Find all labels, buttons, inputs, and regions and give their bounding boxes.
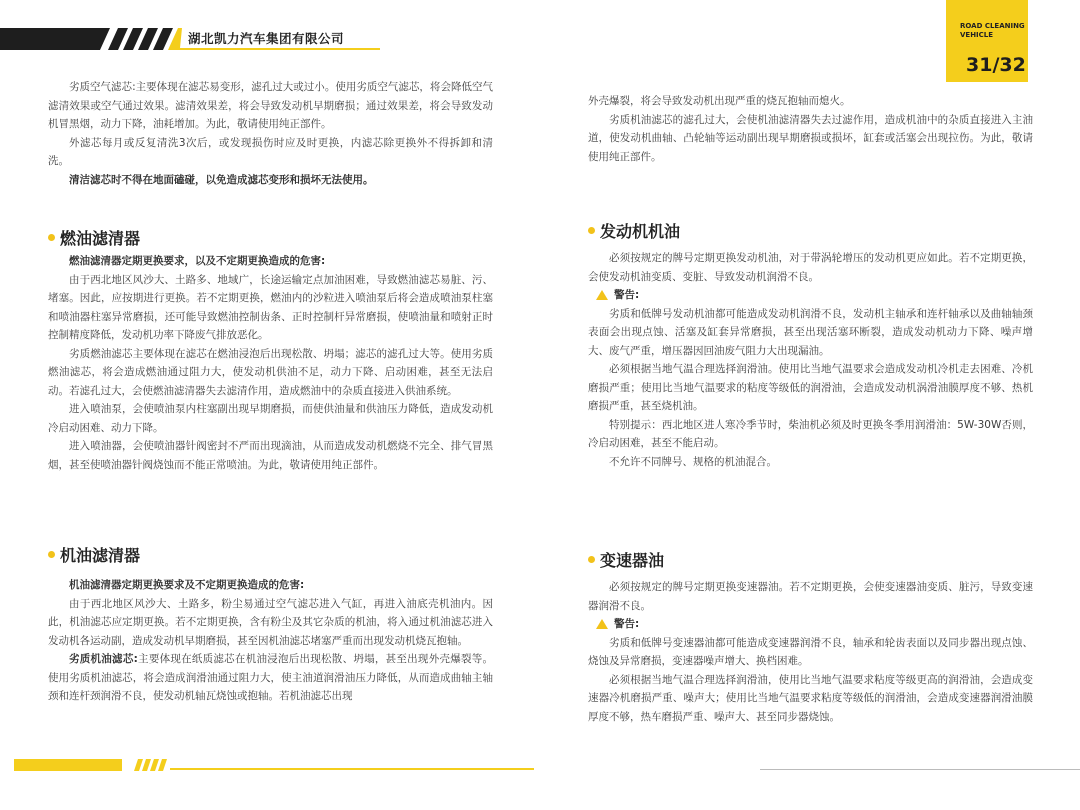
cleaning-note: 清洁滤芯时不得在地面磕碰，以免造成滤芯变形和损坏无法使用。 [69, 173, 374, 186]
warning-label: 警告: [614, 618, 640, 630]
warning-icon [596, 290, 608, 300]
engine-paragraph-2: 劣质和低牌号发动机油都可能造成发动机润滑不良，发动机主轴承和连杆轴承以及曲轴轴颈表面会出现点蚀、活塞及缸套异常磨损，甚至出现活塞环断裂，造成发动机动力下降、噪声增大、废气严重，增压器因回油废气阻力大出现漏油。 [588, 307, 1033, 357]
fuel-paragraph-1: 由于西北地区风沙大、土路多、地域广，长途运输定点加油困难，导致燃油滤芯易脏、污、堵塞。因此，应按期进行更换。若不定期更换，燃油内的沙粒进入喷油泵后将会造成喷油泵柱塞和喷油器柱塞异常磨损，还可能导致燃油控制齿条、正时控制杆异常磨损，使喷油量和喷射正时控制精度降低，发动机功率下降废气排放恶化。 [48, 273, 493, 341]
brand-label [960, 22, 1025, 40]
engine-paragraph-1: 必须按规定的牌号定期更换发动机油，对于带涡轮增压的发动机更应如此。若不定期更换，会使发动机油变质、变脏、导致发动机润滑不良。 [588, 252, 1033, 283]
oil-filter-body [48, 576, 493, 706]
footer-accent-block [14, 759, 122, 771]
left-intro [48, 78, 493, 189]
warning-icon [596, 619, 608, 629]
footer-line-left [170, 768, 534, 770]
oil-paragraph-1: 由于西北地区风沙大、土路多，粉尘易通过空气滤芯进入气缸，再进入油底壳机油内。因此，机油滤芯应定期更换。若不定期更换，含有粉尘及其它杂质的机油，将入通过机油滤芯进入发动机各运动副，造成发动机早期磨损，甚至因机油滤芯堵塞严重而出现发动机烧瓦抱轴。 [48, 597, 493, 647]
bullet-dot-icon [48, 551, 55, 558]
brand-line-1: ROAD CLEANING [960, 22, 1025, 30]
brand-line-2: VEHICLE [960, 31, 994, 39]
oil-p2-text: 主要体现在纸质滤芯在机油浸泡后出现松散、坍塌，甚至出现外壳爆裂等。使用劣质机油滤芯，将会造成润滑油通过阻力大，使主油道润滑油压力降低，从而造成曲轴主轴颈和连杆颈润滑不良，使发动机轴瓦烧蚀或抱轴。若机油滤芯出现 [48, 653, 494, 702]
fuel-paragraph-2: 劣质燃油滤芯主要体现在滤芯在燃油浸泡后出现松散、坍塌；滤芯的滤孔过大等。使用劣质燃油滤芯，将会造成燃油通过阻力大，使发动机供油不足，动力下降、启动困难，甚至无法启动。若滤孔过大，会使燃油滤清器失去滤清作用，造成燃油中的杂质直接进入供油系统。 [48, 347, 493, 397]
warning-label: 警告: [614, 289, 640, 301]
gear-oil-body [588, 578, 1033, 726]
engine-oil-heading [588, 219, 680, 242]
bullet-dot-icon [588, 227, 595, 234]
right-intro [588, 92, 1033, 166]
engine-warning [588, 286, 1033, 305]
gear-oil-heading [588, 548, 664, 571]
bullet-dot-icon [588, 556, 595, 563]
fuel-paragraph-4: 进入喷油器，会使喷油器针阀密封不严而出现滴油，从而造成发动机燃烧不完全、排气冒黑烟，甚至使喷油器针阀烧蚀而不能正常喷油。为此，敬请使用纯正部件。 [48, 440, 493, 471]
oil-paragraph-2 [48, 650, 493, 706]
engine-oil-title: 发动机机油 [600, 222, 681, 241]
oil-filter-heading [48, 543, 140, 566]
engine-paragraph-4: 特别提示：西北地区进人寒冷季节时，柴油机必须及时更换冬季用润滑油：5W-30W否则，冷启动困难，甚至不能启动。 [588, 418, 1033, 449]
gear-paragraph-2: 劣质和低牌号变速器油都可能造成变速器润滑不良，轴承和轮齿表面以及同步器出现点蚀、烧蚀及异常磨损，变速器噪声增大、换档困难。 [588, 636, 1033, 667]
bullet-dot-icon [48, 234, 55, 241]
footer-line-right [760, 769, 1080, 770]
air-filter-paragraph: 劣质空气滤芯:主要体现在滤芯易变形，滤孔过大或过小。使用劣质空气滤芯，将会降低空气滤清效果或空气通过效果。滤清效果差，将会导致发动机早期磨损；通过效果差，将会导致发动机冒黑烟，动力下降，油耗增加。为此，敬请使用纯正部件。 [48, 81, 493, 130]
engine-paragraph-5: 不允许不同牌号、规格的机油混合。 [609, 455, 777, 468]
gear-warning [588, 615, 1033, 634]
oil-p2-lead: 劣质机油滤芯: [69, 653, 138, 665]
engine-paragraph-3: 必须根据当地气温合理选择润滑油。使用比当地气温要求会造成发动机冷机走去困难、冷机磨损严重；使用比当地气温要求的粘度等级低的润滑油，会造成发动机涡滑油膜厚度不够、热机磨损严重，甚至烧机油。 [588, 363, 1033, 412]
page-number: 31/32 [966, 54, 1026, 76]
gear-paragraph-1: 必须按规定的牌号定期更换变速器油。若不定期更换，会使变速器油变质、脏污，导致变速器润滑不良。 [588, 581, 1033, 612]
oil-filter-title: 机油滤清器 [60, 546, 141, 565]
footer-stripes [134, 759, 168, 771]
right-paragraph-2: 劣质机油滤芯的滤孔过大，会使机油滤清器失去过滤作用，造成机油中的杂质直接进入主油道，使发动机曲轴、凸轮轴等运动副出现早期磨损或损坏，缸套或活塞会出现拉伤。为此，敬请使用纯正部件。 [588, 113, 1033, 163]
company-name: 湖北凯力汽车集团有限公司 [188, 31, 345, 46]
engine-oil-body [588, 249, 1033, 471]
fuel-filter-title: 燃油滤清器 [60, 229, 141, 248]
fuel-paragraph-3: 进入喷油泵，会使喷油泵内柱塞副出现早期磨损，而使供油量和供油压力降低，造成发动机冷启动困难、动力下降。 [48, 403, 493, 434]
oil-subtitle: 机油滤清器定期更换要求及不定期更换造成的危害: [69, 579, 305, 591]
gear-oil-title: 变速器油 [600, 551, 665, 570]
right-paragraph-1: 外壳爆裂，将会导致发动机出现严重的烧瓦抱轴而熄火。 [588, 95, 851, 107]
gear-paragraph-3: 必须根据当地气温合理选择润滑油，使用比当地气温要求粘度等级更高的润滑油，会造成变速器冷机磨损严重、噪声大；使用比当地气温要求粘度等级低的润滑油，会造成变速器润滑油膜厚度不够，热车磨损严重、噪声大、甚至同步器烧蚀。 [588, 673, 1033, 723]
fuel-filter-heading [48, 226, 140, 249]
fuel-subtitle: 燃油滤清器定期更换要求，以及不定期更换造成的危害: [69, 255, 326, 267]
fuel-filter-body [48, 252, 493, 474]
outer-filter-paragraph: 外滤芯每月或反复清洗3次后，或发现损伤时应及时更换，内滤芯除更换外不得拆卸和清洗。 [48, 136, 493, 167]
